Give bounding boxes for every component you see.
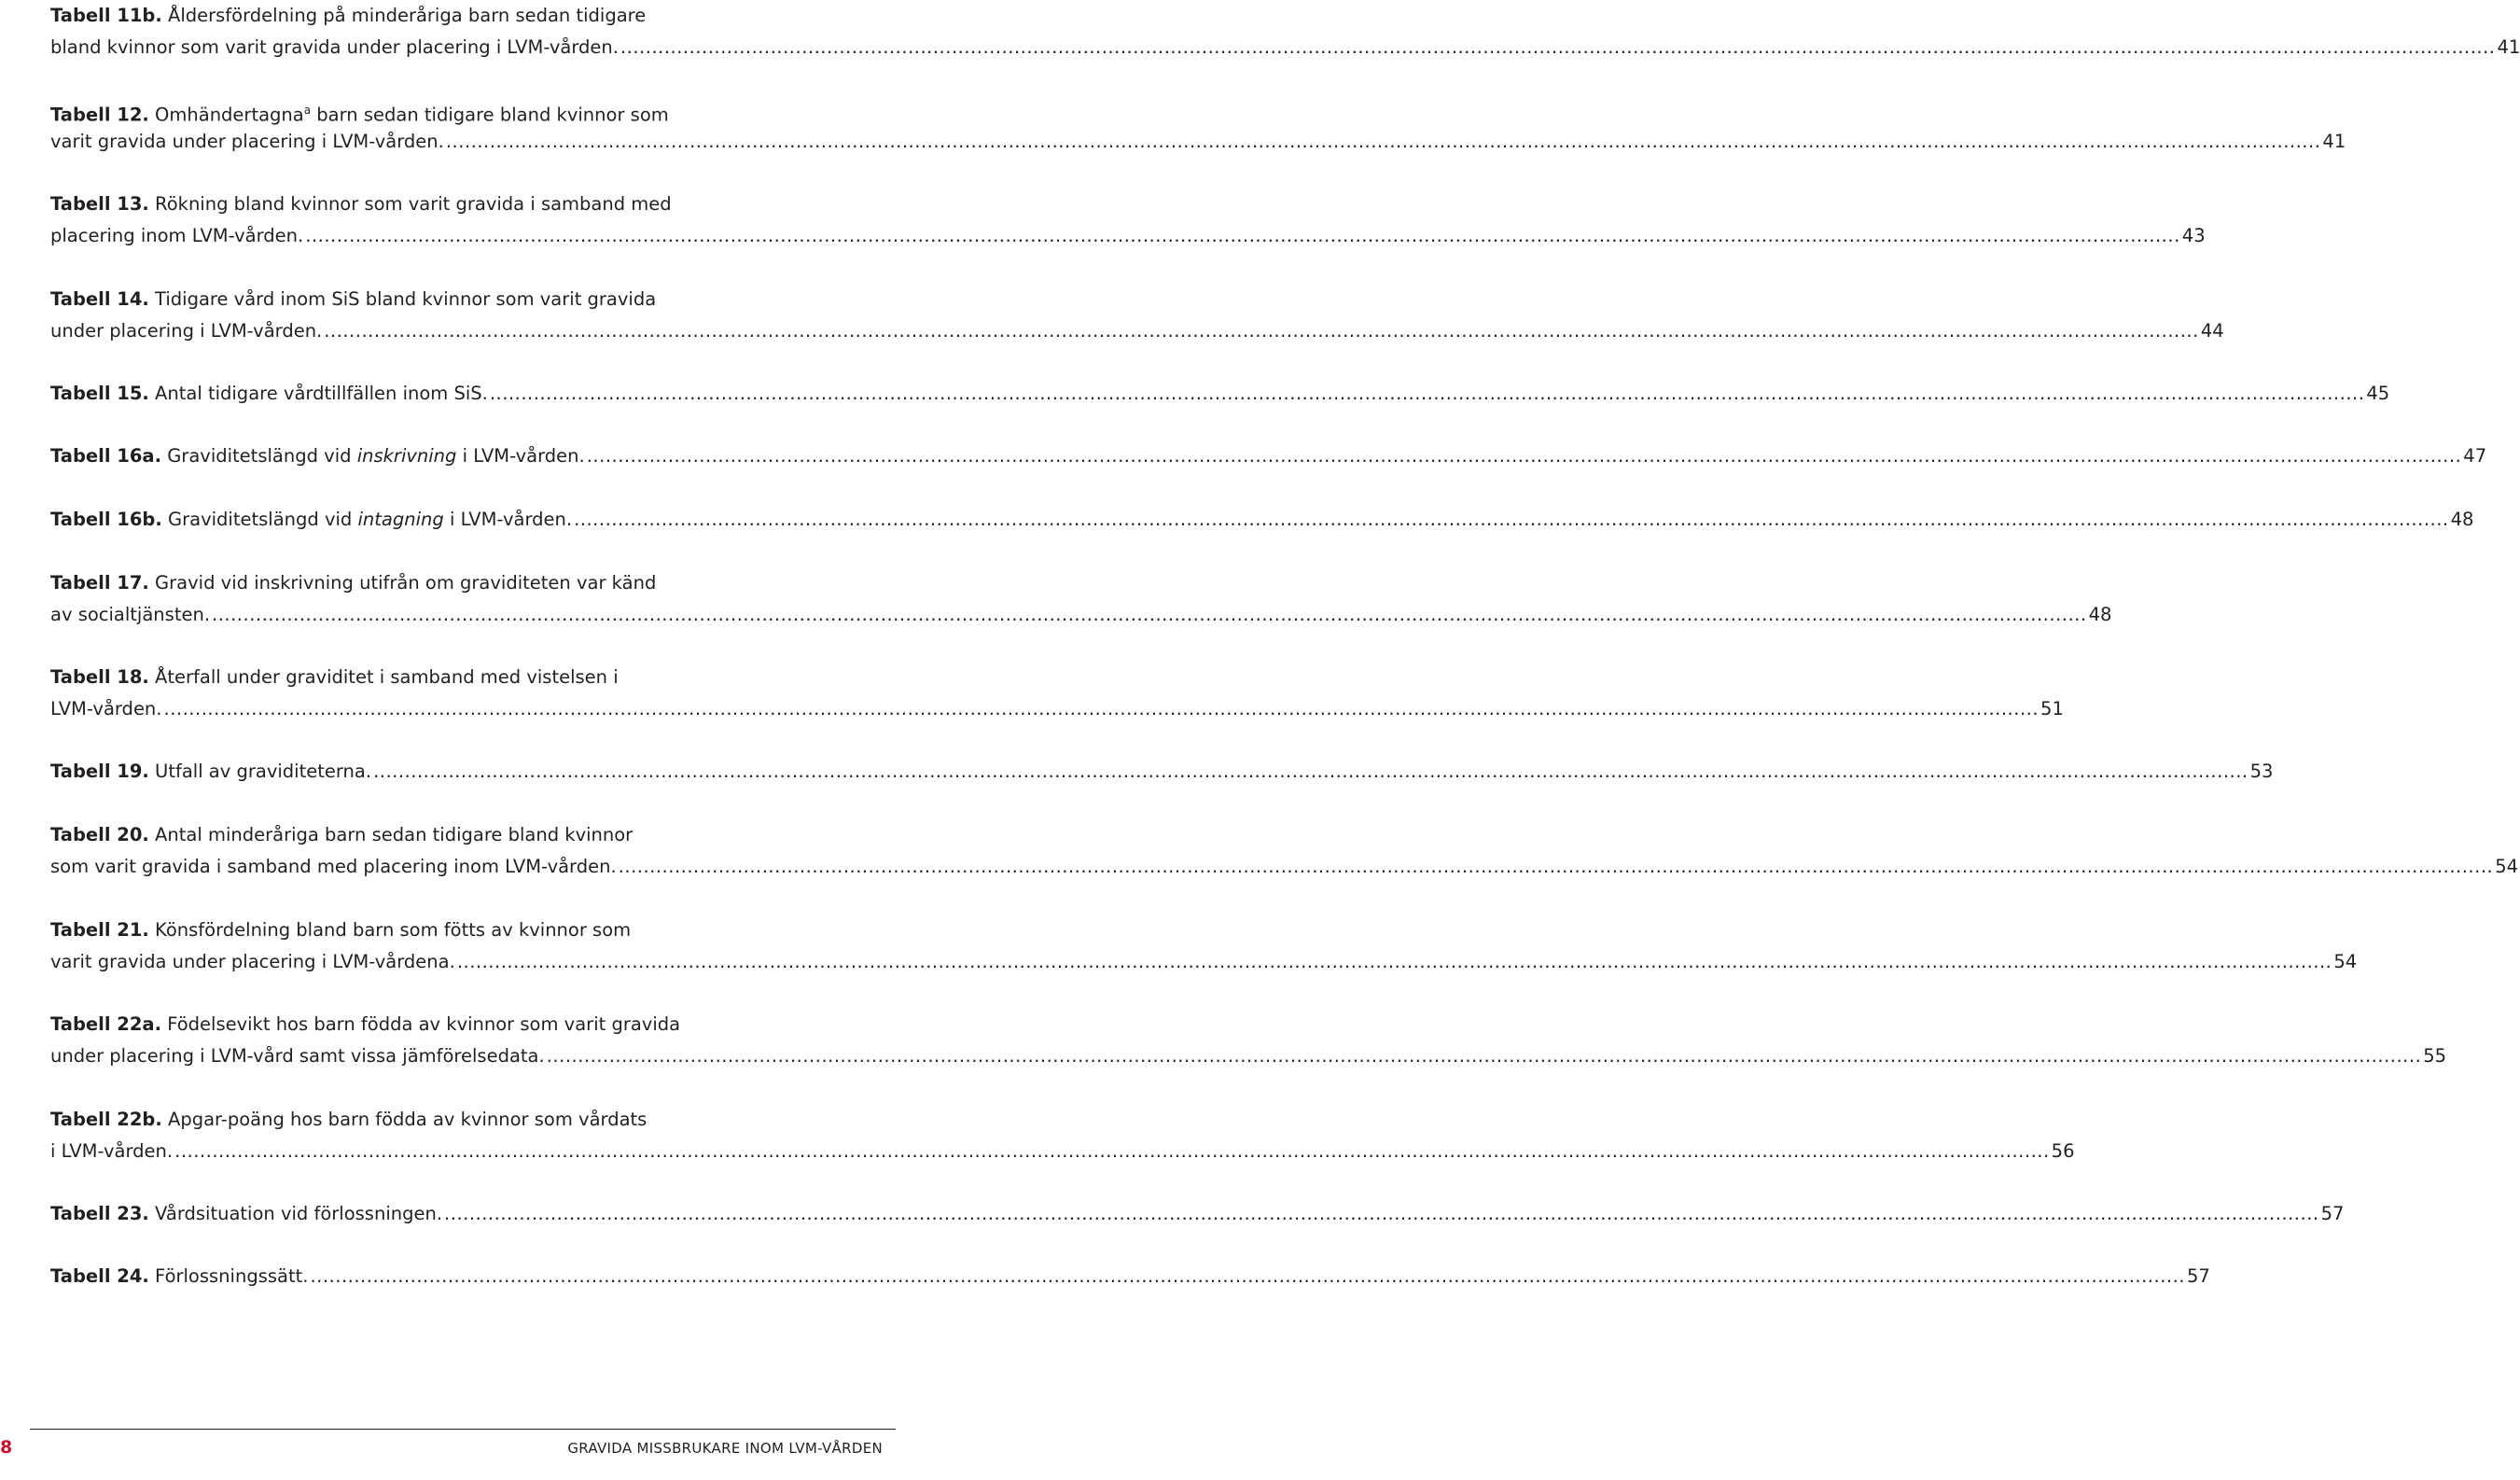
table-title: Födelsevikt hos barn födda av kvinnor som varit gravida xyxy=(161,1013,681,1035)
table-title-cont: bland kvinnor som varit gravida under placering i LVM-vården. xyxy=(50,36,619,58)
toc-entry-line xyxy=(50,760,2274,784)
page-reference: 41 xyxy=(2322,131,2346,152)
toc-entry-line xyxy=(50,444,2487,468)
toc-entry-text xyxy=(50,760,371,784)
toc-entry-line xyxy=(50,287,752,312)
dot-leader: ............................................................................................................................................................................................................................................................................................................ xyxy=(305,225,2180,246)
toc-entry-line xyxy=(50,1264,2210,1289)
toc-entry-line xyxy=(50,665,752,690)
toc-entry-line xyxy=(50,508,2474,532)
table-title-cont: barn sedan tidigare bland kvinnor som xyxy=(311,104,669,126)
dot-leader: ............................................................................................................................................................................................................................................................................................................ xyxy=(163,698,2040,719)
table-title-cont: varit gravida under placering i LVM-vården. xyxy=(50,131,444,152)
table-title-emphasis: intagning xyxy=(357,509,444,530)
toc-entry-line xyxy=(50,823,752,847)
dot-leader: ............................................................................................................................................................................................................................................................................................................ xyxy=(574,509,2449,530)
table-label: Tabell 23. xyxy=(50,1203,149,1224)
toc-entry-line xyxy=(50,382,2390,406)
table-label: Tabell 19. xyxy=(50,761,149,782)
running-footer-title: GRAVIDA MISSBRUKARE INOM LVM-VÅRDEN xyxy=(567,1440,883,1457)
dot-leader: ............................................................................................................................................................................................................................................................................................................ xyxy=(489,383,2365,404)
table-title: Apgar-poäng hos barn födda av kvinnor som vårdats xyxy=(161,1109,647,1130)
table-label: Tabell 18. xyxy=(50,666,149,688)
footer-divider xyxy=(30,1429,896,1430)
toc-entry-line xyxy=(50,603,2112,627)
dot-leader: ............................................................................................................................................................................................................................................................................................................ xyxy=(212,604,2087,625)
table-title: Förlossningssätt. xyxy=(148,1265,309,1287)
page-reference: 56 xyxy=(2051,1140,2075,1162)
page-reference: 57 xyxy=(2187,1265,2210,1287)
toc-entry-line xyxy=(50,1108,752,1132)
table-label: Tabell 16b. xyxy=(50,509,162,530)
toc-entry-line xyxy=(50,855,2519,879)
dot-leader: ............................................................................................................................................................................................................................................................................................................ xyxy=(546,1045,2422,1067)
table-label: Tabell 21. xyxy=(50,919,149,941)
table-title-emphasis: inskrivning xyxy=(356,445,457,467)
table-title-cont: som varit gravida i samband med placering inom LVM-vården. xyxy=(50,856,617,877)
dot-leader: ............................................................................................................................................................................................................................................................................................................ xyxy=(618,856,2494,877)
dot-leader: ............................................................................................................................................................................................................................................................................................................ xyxy=(324,320,2199,342)
page-number: 8 xyxy=(0,1437,13,1458)
page-reference: 55 xyxy=(2423,1045,2447,1067)
table-title: Graviditetslängd vid xyxy=(161,509,358,530)
page-reference: 44 xyxy=(2200,320,2224,342)
table-label: Tabell 11b. xyxy=(50,5,162,26)
page-reference: 51 xyxy=(2040,698,2064,719)
toc-entry-line xyxy=(50,697,2064,721)
table-label: Tabell 22b. xyxy=(50,1109,162,1130)
table-label: Tabell 22a. xyxy=(50,1013,161,1035)
dot-leader: ............................................................................................................................................................................................................................................................................................................ xyxy=(620,36,2496,58)
table-title: Återfall under graviditet i samband med vistelsen i xyxy=(148,666,619,688)
table-title-cont: i LVM-vården. xyxy=(50,1140,174,1162)
page-reference: 43 xyxy=(2181,225,2206,246)
page-reference: 57 xyxy=(2320,1203,2345,1224)
table-label: Tabell 17. xyxy=(50,572,149,593)
toc-entry-line xyxy=(50,35,2520,60)
table-title-cont: LVM-vården. xyxy=(50,698,162,719)
dot-leader: ............................................................................................................................................................................................................................................................................................................ xyxy=(174,1140,2050,1162)
table-label: Tabell 13. xyxy=(50,193,149,215)
table-label: Tabell 12. xyxy=(50,104,149,126)
toc-entry-line xyxy=(50,319,2224,343)
page-reference: 47 xyxy=(2463,445,2487,467)
table-title: Åldersfördelning på minderåriga barn sedan tidigare xyxy=(161,5,647,26)
table-title: Omhändertagna xyxy=(148,104,304,126)
table-title: Antal tidigare vårdtillfällen inom SiS. xyxy=(148,383,488,404)
table-title: Könsfördelning bland barn som fötts av kvinnor som xyxy=(148,919,632,941)
dot-leader: ............................................................................................................................................................................................................................................................................................................ xyxy=(444,1203,2319,1224)
table-title: Gravid vid inskrivning utifrån om graviditeten var känd xyxy=(148,572,657,593)
table-label: Tabell 15. xyxy=(50,383,149,404)
dot-leader: ............................................................................................................................................................................................................................................................................................................ xyxy=(586,445,2462,467)
table-title: Utfall av graviditeterna. xyxy=(148,761,372,782)
dot-leader: ............................................................................................................................................................................................................................................................................................................ xyxy=(445,131,2321,152)
toc-entry-line xyxy=(50,571,752,595)
table-title-cont: placering inom LVM-vården. xyxy=(50,225,304,246)
table-title: Antal minderåriga barn sedan tidigare bland kvinnor xyxy=(148,824,633,845)
page-reference: 45 xyxy=(2366,383,2390,404)
toc-entry-line xyxy=(50,1139,2075,1164)
page-reference: 41 xyxy=(2497,36,2520,58)
toc-entry-line xyxy=(50,950,2358,974)
toc-entry-line xyxy=(50,224,2206,248)
table-title-cont: under placering i LVM-vård samt vissa jämförelsedata. xyxy=(50,1045,545,1067)
dot-leader: ............................................................................................................................................................................................................................................................................................................ xyxy=(456,951,2332,972)
table-title-cont: under placering i LVM-vården. xyxy=(50,320,323,342)
table-title-cont: av socialtjänsten. xyxy=(50,604,211,625)
page-reference: 48 xyxy=(2088,604,2112,625)
table-label: Tabell 20. xyxy=(50,824,149,845)
table-title: Rökning bland kvinnor som varit gravida i samband med xyxy=(148,193,672,215)
toc-entry-line xyxy=(50,918,752,942)
page-reference: 54 xyxy=(2333,951,2358,972)
table-title-cont: i LVM-vården. xyxy=(443,509,573,530)
table-label: Tabell 16a. xyxy=(50,445,161,467)
toc-entry-line xyxy=(50,1202,2345,1226)
table-label: Tabell 24. xyxy=(50,1265,149,1287)
dot-leader: ............................................................................................................................................................................................................................................................................................................ xyxy=(310,1265,2185,1287)
table-title-cont: varit gravida under placering i LVM-vårdena. xyxy=(50,951,455,972)
toc-entry-text xyxy=(50,1264,308,1289)
page-reference: 53 xyxy=(2249,761,2274,782)
toc-entry-text xyxy=(50,382,488,406)
table-label: Tabell 14. xyxy=(50,288,149,310)
toc-entry-text xyxy=(50,508,572,532)
toc-entry-line xyxy=(50,1012,752,1037)
table-title: Tidigare vård inom SiS bland kvinnor som varit gravida xyxy=(148,288,657,310)
dot-leader: ............................................................................................................................................................................................................................................................................................................ xyxy=(373,761,2249,782)
toc-entry-line xyxy=(50,192,752,216)
superscript-note: a xyxy=(303,104,312,117)
table-title: Vårdsituation vid förlossningen. xyxy=(148,1203,443,1224)
table-title: Graviditetslängd vid xyxy=(161,445,357,467)
toc-entry-line xyxy=(50,130,2346,154)
toc-entry-line xyxy=(50,1044,2447,1068)
toc-entry-text xyxy=(50,444,585,468)
toc-entry-line xyxy=(50,4,752,28)
page-reference: 54 xyxy=(2495,856,2519,877)
table-title-cont: i LVM-vården. xyxy=(456,445,585,467)
toc-entry-text xyxy=(50,1202,442,1226)
toc-entry-line xyxy=(50,98,752,126)
page-reference: 48 xyxy=(2450,509,2474,530)
